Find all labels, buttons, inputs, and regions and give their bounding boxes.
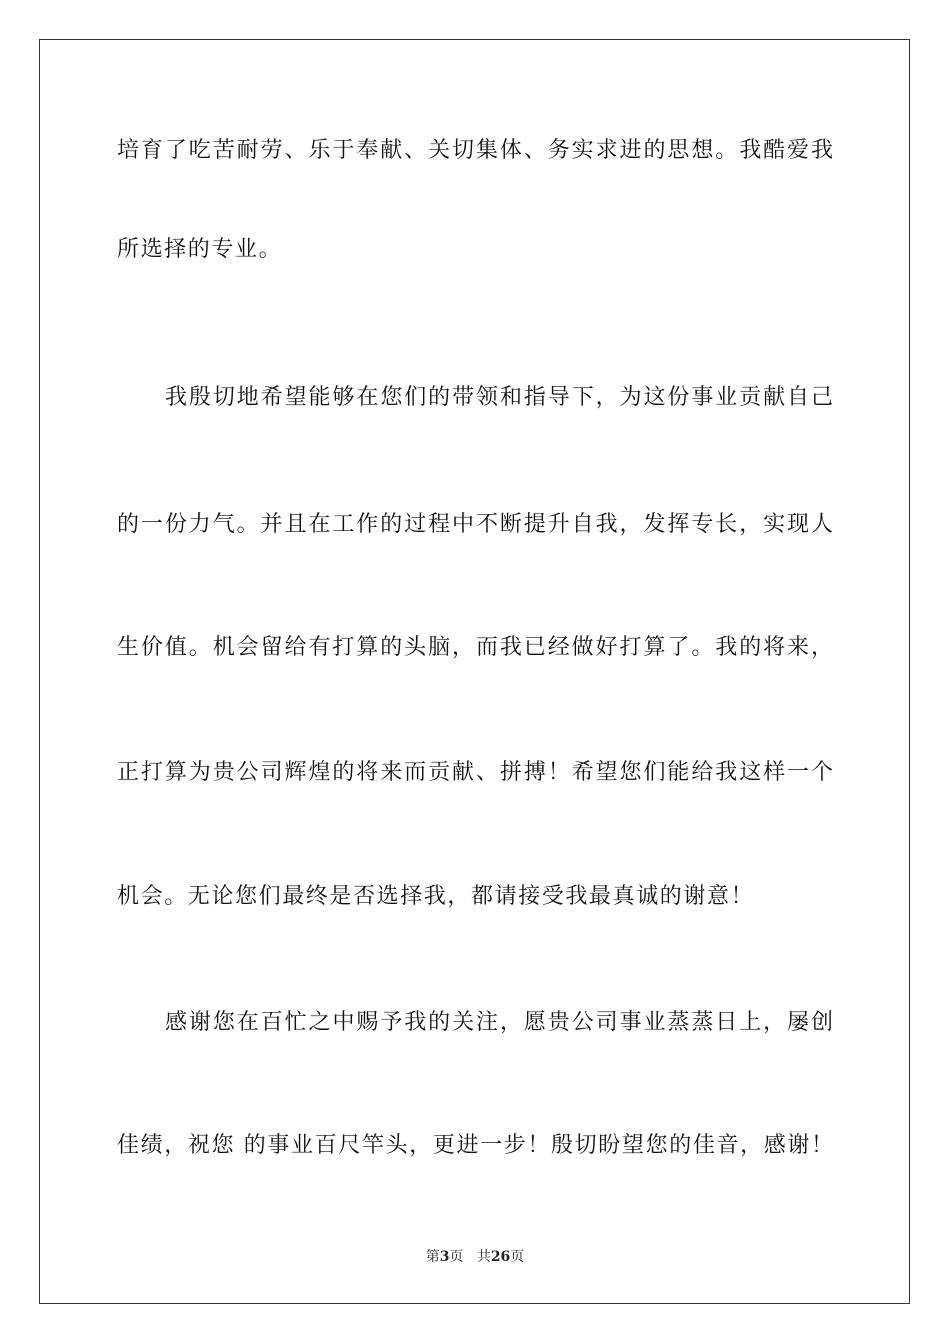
- total-suffix: 页: [510, 1249, 525, 1265]
- page-border: [39, 39, 910, 1304]
- body-line-8: 感谢您在百忙之中赐予我的关注，愿贵公司事业蒸蒸日上，屡创: [165, 1010, 833, 1035]
- page-current: 3: [439, 1249, 450, 1265]
- body-line-2: 所选择的专业。: [117, 237, 283, 262]
- body-line-1: 培育了吃苦耐劳、乐于奉献、关切集体、务实求进的思想。我酷爱我: [117, 138, 833, 163]
- body-line-6: 正打算为贵公司辉煌的将来而贡献、拼搏！希望您们能给我这样一个: [117, 760, 833, 785]
- body-line-4: 的一份力气。并且在工作的过程中不断提升自我，发挥专长，实现人: [117, 512, 833, 537]
- page-total: 26: [490, 1249, 511, 1265]
- page-footer: [0, 1247, 950, 1267]
- total-prefix: 共: [476, 1249, 491, 1265]
- page-prefix: 第: [425, 1249, 440, 1265]
- body-line-5: 生价值。机会留给有打算的头脑，而我已经做好打算了。我的将来，: [117, 635, 833, 660]
- body-line-7: 机会。无论您们最终是否选择我，都请接受我最真诚的谢意！: [117, 884, 755, 909]
- page-suffix: 页: [449, 1249, 464, 1265]
- body-line-3: 我殷切地希望能够在您们的带领和指导下，为这份事业贡献自己: [165, 385, 833, 410]
- body-line-9: 佳绩，祝您 的事业百尺竿头，更进一步！殷切盼望您的佳音，感谢！: [117, 1133, 833, 1158]
